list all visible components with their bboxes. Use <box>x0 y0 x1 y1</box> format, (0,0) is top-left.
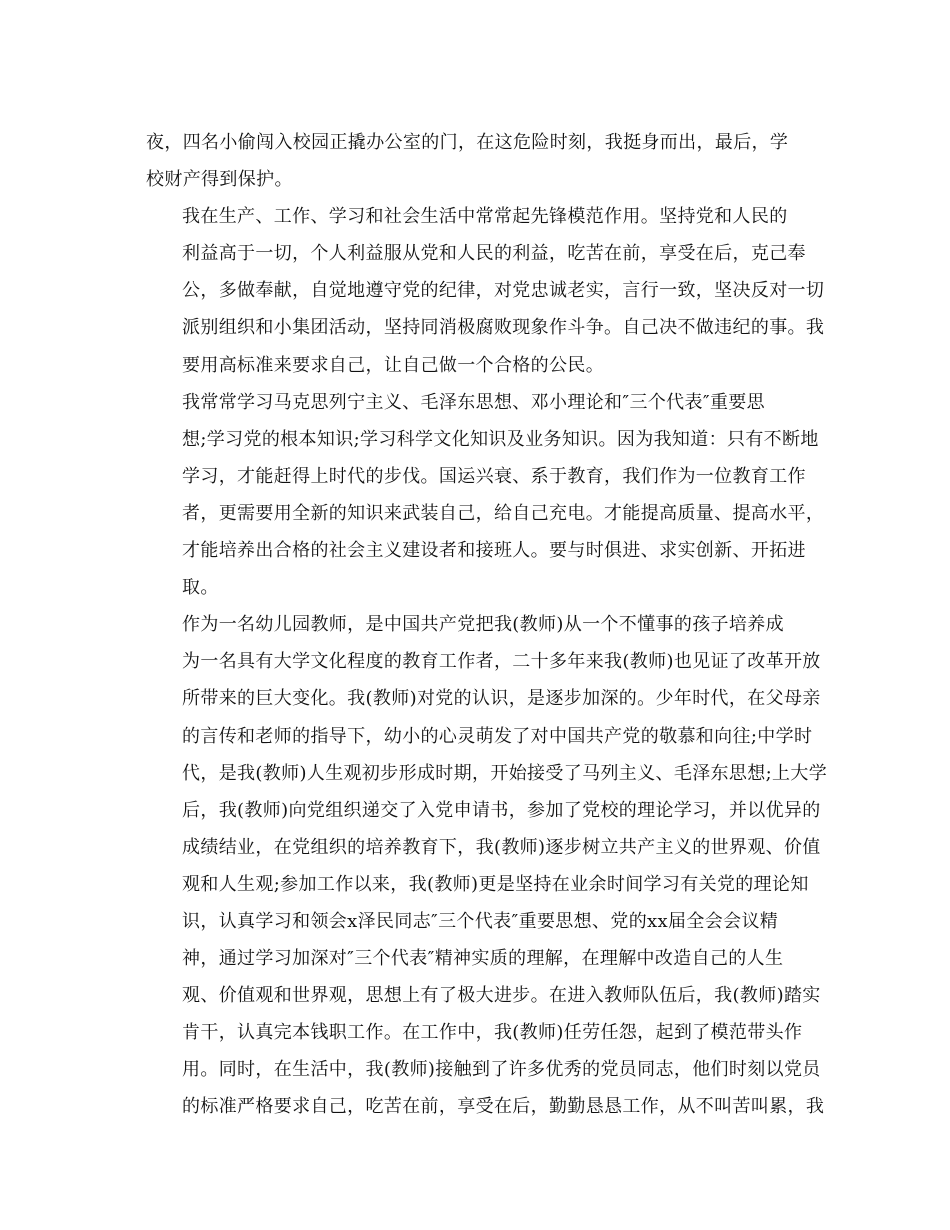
text-line: 要用高标准来要求自己，让自己做一个合格的公民。 <box>182 354 605 376</box>
text-line: 想;学习党的根本知识;学习科学文化知识及业务知识。因为我知道：只有不断地 <box>182 428 819 450</box>
body-text <box>146 124 828 1126</box>
text-line: 作为一名幼儿园教师，是中国共产党把我(教师)从一个不懂事的孩子培养成 <box>182 614 784 636</box>
text-line: 神，通过学习加深对″三个代表″精神实质的理解，在理解中改造自己的人生 <box>182 948 784 970</box>
text-line: 后，我(教师)向党组织递交了入党申请书，参加了党校的理论学习，并以优异的 <box>182 799 821 821</box>
text-line: 夜，四名小偷闯入校园正撬办公室的门，在这危险时刻，我挺身而出，最后，学 <box>146 132 789 153</box>
text-line: 取。 <box>182 577 219 599</box>
text-line: 观、价值观和世界观，思想上有了极大进步。在进入教师队伍后，我(教师)踏实 <box>182 985 821 1007</box>
text-line: 的言传和老师的指导下，幼小的心灵萌发了对中国共产党的敬慕和向往;中学时 <box>182 725 813 747</box>
text-line: 肯干，认真完本钱职工作。在工作中，我(教师)任劳任怨，起到了模范带头作 <box>182 1022 803 1044</box>
text-line: 公，多做奉献，自觉地遵守党的纪律，对党忠诚老实，言行一致，坚决反对一切 <box>182 280 825 302</box>
paragraph <box>146 384 825 607</box>
text-line: 观和人生观;参加工作以来，我(教师)更是坚持在业余时间学习有关党的理论知 <box>182 873 809 895</box>
text-line: 利益高于一切，个人利益服从党和人民的利益，吃苦在前，享受在后，克己奉 <box>182 243 806 265</box>
text-line: 学习，才能赶得上时代的步伐。国运兴衰、系于教育，我们作为一位教育工作 <box>182 465 806 487</box>
text-line: 校财产得到保护。 <box>146 169 293 191</box>
paragraph <box>146 606 828 1125</box>
text-line: 所带来的巨大变化。我(教师)对党的认识，是逐步加深的。少年时代，在父母亲 <box>182 688 821 710</box>
text-line: 派别组织和小集团活动，坚持同消极腐败现象作斗争。自己决不做违纪的事。我 <box>182 317 825 339</box>
paragraph <box>146 198 825 383</box>
text-line: 的标准严格要求自己，吃苦在前，享受在后，勤勤恳恳工作，从不叫苦叫累，我 <box>182 1096 825 1118</box>
text-line: 我常常学习马克思列宁主义、毛泽东思想、邓小理论和″三个代表″重要思 <box>182 391 765 413</box>
text-line: 识，认真学习和领会x泽民同志″三个代表″重要思想、党的xx届全会会议精 <box>182 910 779 932</box>
text-line: 我在生产、工作、学习和社会生活中常常起先锋模范作用。坚持党和人民的 <box>182 206 788 228</box>
text-line: 才能培养出合格的社会主义建设者和接班人。要与时俱进、求实创新、开拓进 <box>182 540 806 562</box>
paragraph <box>146 124 806 198</box>
text-line: 者，更需要用全新的知识来武装自己，给自己充电。才能提高质量、提高水平， <box>182 502 825 524</box>
text-line: 用。同时，在生活中，我(教师)接触到了许多优秀的党员同志，他们时刻以党员 <box>182 1059 821 1081</box>
text-line: 代，是我(教师)人生观初步形成时期，开始接受了马列主义、毛泽东思想;上大学 <box>182 762 828 784</box>
text-line: 为一名具有大学文化程度的教育工作者，二十多年来我(教师)也见证了改革开放 <box>182 651 821 673</box>
text-line: 成绩结业，在党组织的培养教育下，我(教师)逐步树立共产主义的世界观、价值 <box>182 836 821 858</box>
